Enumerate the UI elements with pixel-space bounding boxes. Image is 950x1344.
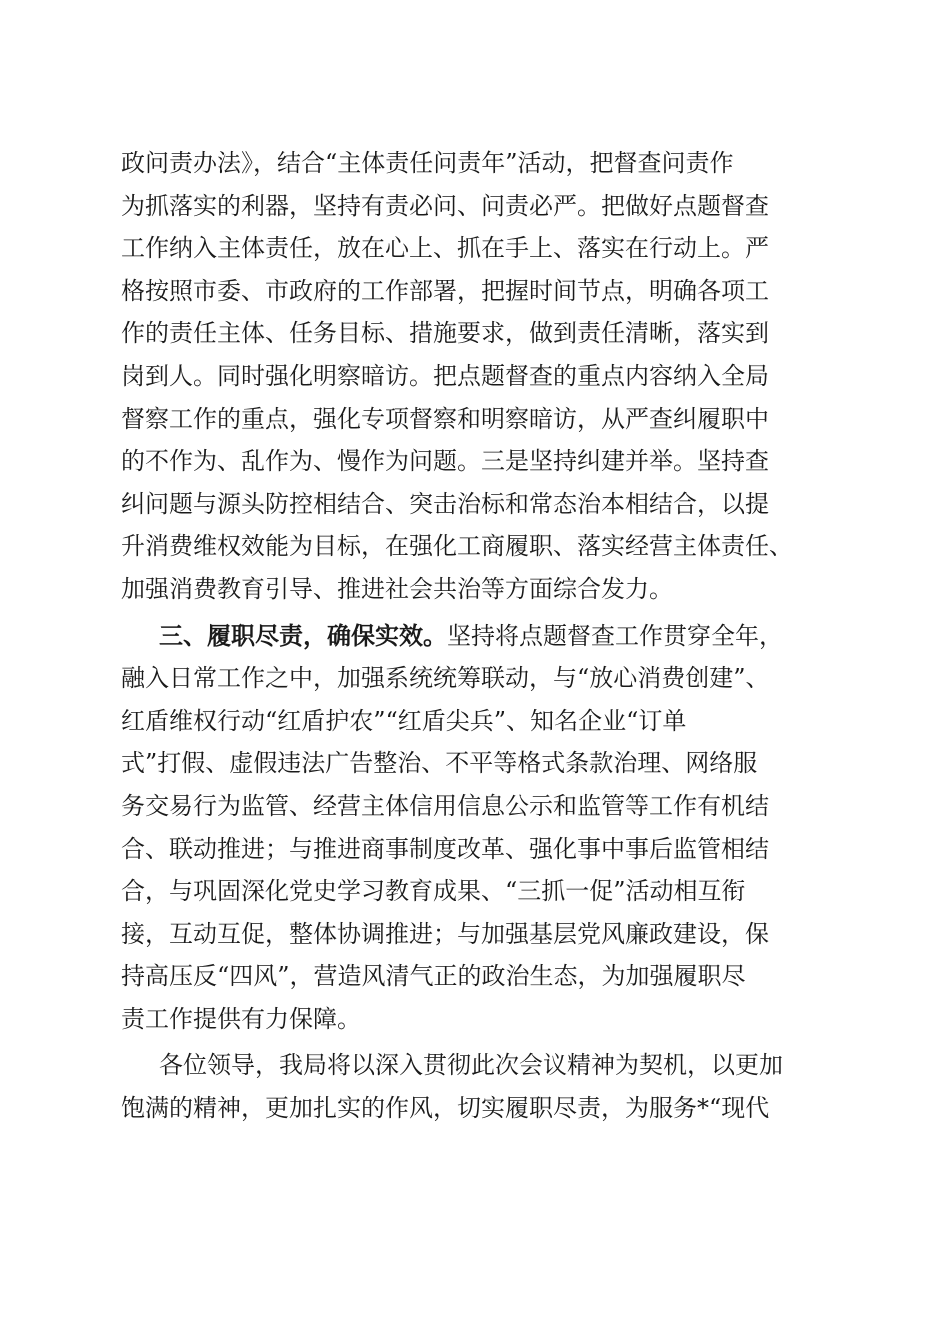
text-line: 加强消费教育引导、推进社会共治等方面综合发力。 (121, 574, 673, 603)
text-line (121, 615, 831, 658)
text-line: 各位领导，我局将以深入贯彻此次会议精神为契机，以更加 (159, 1051, 783, 1080)
text-line: 责工作提供有力保障。 (121, 1004, 361, 1033)
section-heading: 三、履职尽责，确保实效。 (159, 620, 447, 650)
text-line: 政问责办法》，结合“主体责任问责年”活动，把督查问责作 (121, 149, 734, 177)
text-line: 作的责任主体、任务目标、措施要求，做到责任清晰，落实到 (121, 319, 769, 348)
text-line: 红盾维权行动“红盾护农”“红盾尖兵”、知名企业“订单 (121, 706, 687, 735)
text-line: 为抓落实的利器，坚持有责必问、问责必严。把做好点题督查 (121, 191, 769, 220)
text-line: 融入日常工作之中，加强系统统筹联动，与“放心消费创建”、 (121, 664, 770, 693)
text-span: 坚持将点题督查工作贯穿全年， (447, 621, 783, 650)
text-line: 督察工作的重点，强化专项督察和明察暗访，从严查纠履职中 (121, 404, 769, 433)
text-line: 合，与巩固深化党史学习教育成果、“三抓一促”活动相互衔 (121, 877, 746, 906)
text-line: 式”打假、虚假违法广告整治、不平等格式条款治理、网络服 (121, 749, 758, 778)
paragraph-section-three (121, 615, 831, 1041)
text-line: 格按照市委、市政府的工作部署，把握时间节点，明确各项工 (121, 276, 769, 305)
text-line: 升消费维权效能为目标，在强化工商履职、落实经营主体责任、 (121, 532, 793, 561)
paragraph-closing (121, 1044, 831, 1129)
text-line: 合、联动推进；与推进商事制度改革、强化事中事后监管相结 (121, 834, 769, 863)
text-line: 岗到人。同时强化明察暗访。把点题督查的重点内容纳入全局 (121, 361, 769, 390)
text-line: 接，互动互促，整体协调推进；与加强基层党风廉政建设，保 (121, 919, 769, 948)
text-line: 持高压反“四风”，营造风清气正的政治生态，为加强履职尽 (121, 962, 746, 991)
text-line: 务交易行为监管、经营主体信用信息公示和监管等工作有机结 (121, 791, 769, 820)
text-line: 的不作为、乱作为、慢作为问题。三是坚持纠建并举。坚持查 (121, 447, 769, 476)
text-line: 纠问题与源头防控相结合、突击治标和常态治本相结合，以提 (121, 489, 769, 518)
document-body (121, 142, 831, 1130)
text-line: 饱满的精神，更加扎实的作风，切实履职尽责，为服务*“现代 (121, 1094, 770, 1123)
text-line: 工作纳入主体责任，放在心上、抓在手上、落实在行动上。严 (121, 234, 769, 263)
paragraph-accountability (121, 142, 831, 611)
